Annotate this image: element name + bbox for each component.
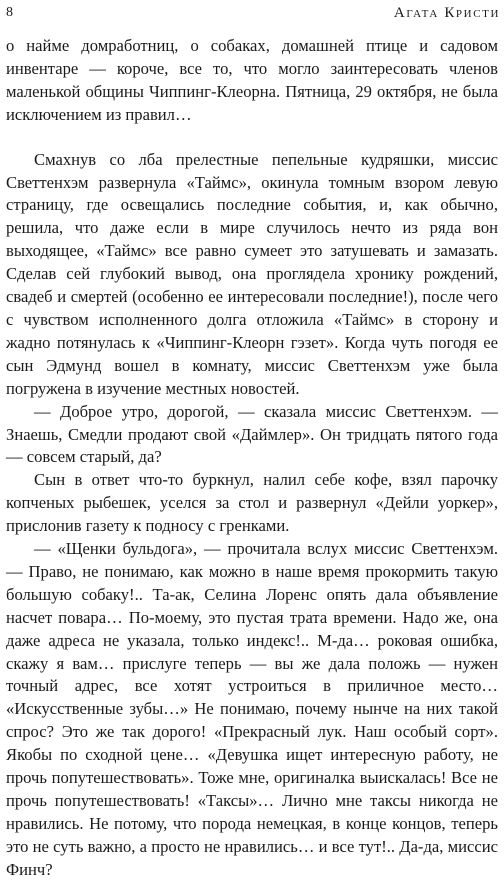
paragraph: — «Щенки бульдога», — прочитала вслух миссис Светтенхэм. — Право, не понимаю, как можно в наше время прокормить такую большую собаку!.. Та-ак, Селина Лоренс опять дала объявление насчет повара… По-моему, это пустая трата времени. Надо же, она даже адреса не указала, только индекс!.. М-да… роковая ошибка, скажу я вам… прислуге теперь — вы же дала положь — нужен точный адрес, все хотят устроиться в приличное место… «Искусственные зубы…» Не понимаю, почему нынче на них такой спрос? Это же так дорого! «Прекрасный лук. Наш особый сорт». Якобы по сходной цене… «Девушка ищет интересную работу, не прочь попутешествовать». Тоже мне, оригиналка выискалась! Все не прочь попутешествовать! «Таксы»… Лично мне таксы никогда не нравились. Не потому, что порода немецкая, в конце концов, теперь это не суть важно, а просто не нравились… и все тут!.. Да-да, миссис Финч? xyxy=(6,539,498,879)
paragraph: Смахнув со лба прелестные пепельные кудряшки, миссис Светтенхэм развернула «Таймс», окинула томным взором левую страницу, где освещались последние события, и, как обычно, решила, что даже если в мире случилось нечто из ряда вон выходящее, «Таймс» все равно сумеет это затушевать и замазать. Сделав сей глубокий вывод, она проглядела хронику рождений, свадеб и смертей (особенно ее интересовали последние!), после чего с чувством исполненного долга отложила «Таймс» в сторону и жадно потянулась к «Чиппинг-Клеорн гэзет». Когда чуть погодя ее сын Эдмунд вошел в комнату, миссис Светтенхэм уже была погружена в изучение местных новостей. xyxy=(6,149,498,398)
page-header xyxy=(6,2,500,24)
body-text xyxy=(6,35,498,882)
paragraph: — Доброе утро, дорогой, — сказала миссис Светтенхэм. — Знаешь, Смедли продают свой «Даймлер». Он тридцать пятого года — совсем старый, да? xyxy=(6,401,498,467)
paragraph: о найме домработниц, о собаках, домашней птице и садовом инвентаре — короче, все то, что могло заинтересовать членов маленькой общины Чиппинг-Клеорна. Пятница, 29 октября, не была исключением из правил… xyxy=(6,36,498,124)
page-number: 8 xyxy=(6,5,13,20)
running-head-author: Агата Кристи xyxy=(393,5,500,21)
paragraph: Сын в ответ что-то буркнул, налил себе кофе, взял парочку копченых рыбешек, уселся за стол и развернул «Дейли уоркер», прислонив газету к подносу с гренками. xyxy=(6,470,498,536)
